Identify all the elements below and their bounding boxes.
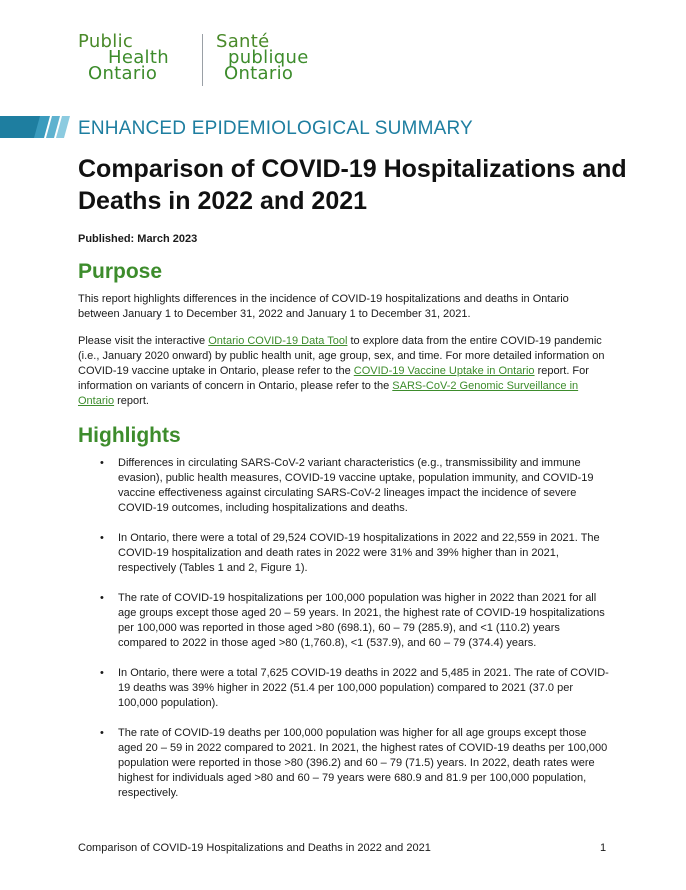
p2-text-b: to explore data from the entire COVID-19 pandemic (i.e., January 2020 onward) by public health unit, age group, sex, and time. For more detailed information on COVID-19 vaccine uptake in Ontario, please refer to the xyxy=(78,335,605,377)
list-item: • In Ontario, there were a total of 29,524 COVID-19 hospitalizations in 2022 and 22,559 in 2021. The COVID-19 hospitalization and death rates in 2022 were 31% and 39% higher than in 2021, respectively (Tables 1 and 2, Figure 1). xyxy=(100,531,610,576)
logo-fr-line1: Santé xyxy=(216,31,270,52)
highlights-heading: Highlights xyxy=(78,424,181,447)
purpose-paragraph-2 xyxy=(78,334,608,409)
logo-en-line3: Ontario xyxy=(88,63,158,84)
list-item: • The rate of COVID-19 deaths per 100,000 population was higher for all age groups except those aged 20 – 59 in 2022 compared to 2021. In 2021, the highest rates of COVID-19 deaths per 100,000 population were reported in those >80 (396.2) and 60 – 79 (71.5) years. In 2022, death rates were highest for individuals aged >80 and 60 – 79 years were 680.9 and 81.9 per 100,000 population, respectively. xyxy=(100,726,610,801)
banner-stripes xyxy=(0,116,72,138)
logo-french xyxy=(216,31,356,84)
list-item: • In Ontario, there were a total 7,625 COVID-19 deaths in 2022 and 5,485 in 2021. The rate of COVID-19 deaths was 39% higher in 2022 (51.4 per 100,000 population) compared to 2021 (37.0 per 100,000 population). xyxy=(100,666,610,711)
logo-en-line2: Health xyxy=(108,47,169,68)
published-date: Published: March 2023 xyxy=(78,233,198,245)
logo-fr-line3: Ontario xyxy=(224,63,294,84)
purpose-paragraph-1: This report highlights differences in the incidence of COVID-19 hospitalizations and deaths in Ontario between January 1 to December 31, 2022 and January 1 to December 31, 2021. xyxy=(78,293,569,320)
logo-english xyxy=(78,31,198,84)
p2-text-c: report. For information on variants of concern in Ontario, please refer to the xyxy=(78,365,589,392)
ontario-data-tool-link[interactable]: Ontario COVID-19 Data Tool xyxy=(208,335,348,347)
genomic-surveillance-link[interactable]: SARS-CoV-2 Genomic Surveillance in Ontario xyxy=(78,380,579,407)
list-item: • The rate of COVID-19 hospitalizations per 100,000 population was higher in 2022 than 2021 for all age groups except those aged 20 – 59 years. In 2021, the highest rate of COVID-19 hospitalizations per 100,000 was reported in those aged >80 (698.1), 60 – 79 (285.9), and <1 (110.2) years compared to 2022 in those aged >80 (1,760.8), <1 (537.9), and 60 – 79 (374.4) years. xyxy=(100,591,610,651)
logo-fr-line2: publique xyxy=(228,47,309,68)
logo-en-line1: Public xyxy=(78,31,134,52)
vaccine-uptake-link[interactable]: COVID-19 Vaccine Uptake in Ontario xyxy=(353,365,535,377)
page-title: Comparison of COVID-19 Hospitalizations and Deaths in 2022 and 2021 xyxy=(78,155,627,215)
p2-text-a: Please visit the interactive xyxy=(78,335,209,347)
list-item: • Differences in circulating SARS-CoV-2 variant characteristics (e.g., transmissibility and immune evasion), public health measures, COVID-19 vaccine uptake, population immunity, and COVID-19 vaccine effectiveness against circulating SARS-CoV-2 lineages impact the incidence of severe COVID-19 outcomes, including hospitalizations and deaths. xyxy=(100,456,610,516)
report-type-kicker: ENHANCED EPIDEMIOLOGICAL SUMMARY xyxy=(78,118,473,139)
highlights-list xyxy=(100,456,610,816)
logo-divider xyxy=(202,34,203,86)
footer-title: Comparison of COVID-19 Hospitalizations and Deaths in 2022 and 2021 xyxy=(78,842,431,854)
p2-text-d: report. xyxy=(114,395,149,407)
purpose-heading: Purpose xyxy=(78,260,163,283)
page-number: 1 xyxy=(600,842,607,854)
